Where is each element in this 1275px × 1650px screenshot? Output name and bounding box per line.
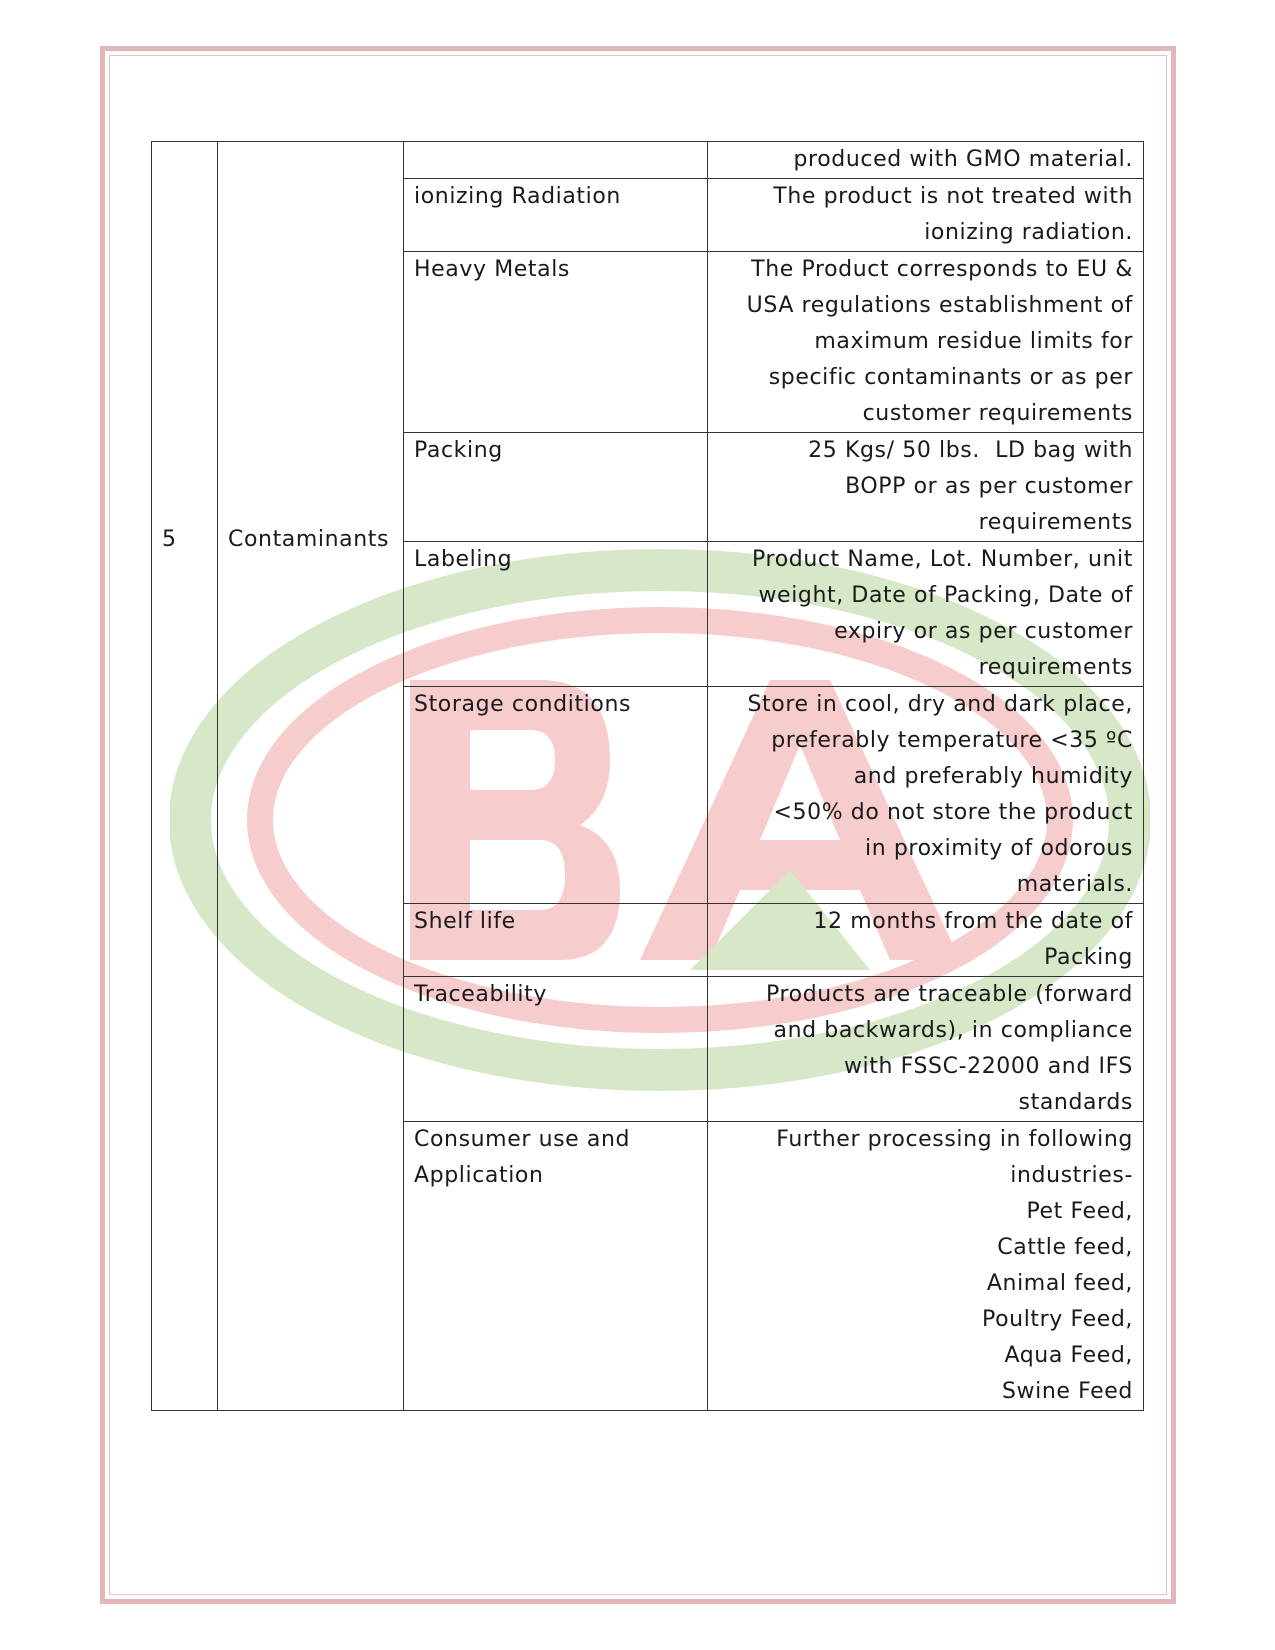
property-cell bbox=[404, 433, 708, 542]
value-line: maximum residue limits for bbox=[814, 329, 1133, 354]
value-line: specific contaminants or as per bbox=[768, 365, 1133, 390]
property-label: ionizing Radiation bbox=[414, 184, 621, 209]
value-line: ionizing radiation. bbox=[924, 220, 1133, 245]
value-line: Cattle feed, bbox=[997, 1235, 1133, 1260]
value-cell bbox=[708, 904, 1144, 977]
value-line: and backwards), in compliance bbox=[773, 1018, 1133, 1043]
value-line: preferably temperature <35 ºC bbox=[771, 728, 1133, 753]
value-line: expiry or as per customer bbox=[834, 619, 1133, 644]
value-line: requirements bbox=[978, 655, 1133, 680]
value-cell bbox=[708, 433, 1144, 542]
property-label: Labeling bbox=[414, 547, 513, 572]
value-line: customer requirements bbox=[862, 401, 1133, 426]
value-line: materials. bbox=[1016, 872, 1133, 897]
value-line: in proximity of odorous bbox=[865, 836, 1133, 861]
value-cell bbox=[708, 542, 1144, 687]
serial-number-cell bbox=[152, 142, 218, 1411]
value-cell bbox=[708, 252, 1144, 433]
value-line: with FSSC-22000 and IFS bbox=[843, 1054, 1133, 1079]
table-row bbox=[152, 142, 1144, 179]
property-label: Packing bbox=[414, 438, 503, 463]
category-cell bbox=[218, 142, 404, 1411]
value-cell bbox=[708, 1122, 1144, 1411]
serial-number: 5 bbox=[162, 527, 177, 552]
value-cell bbox=[708, 142, 1144, 179]
value-line: weight, Date of Packing, Date of bbox=[758, 583, 1133, 608]
property-cell bbox=[404, 542, 708, 687]
value-line: Swine Feed bbox=[1001, 1379, 1133, 1404]
value-line: industries- bbox=[1010, 1163, 1133, 1188]
property-label: Heavy Metals bbox=[414, 257, 570, 282]
value-line: 25 Kgs/ 50 lbs. LD bag with bbox=[808, 438, 1133, 463]
property-cell bbox=[404, 142, 708, 179]
value-line: Animal feed, bbox=[986, 1271, 1133, 1296]
property-label: Storage conditions bbox=[414, 692, 632, 717]
value-cell bbox=[708, 687, 1144, 904]
value-line: requirements bbox=[978, 510, 1133, 535]
specification-table bbox=[151, 141, 1144, 1411]
category-label: Contaminants bbox=[228, 527, 390, 552]
value-line: Poultry Feed, bbox=[982, 1307, 1133, 1332]
property-cell bbox=[404, 687, 708, 904]
value-line: USA regulations establishment of bbox=[746, 293, 1133, 318]
value-line: and preferably humidity bbox=[853, 764, 1133, 789]
property-cell bbox=[404, 252, 708, 433]
property-label: Consumer use and bbox=[414, 1127, 631, 1152]
property-cell bbox=[404, 904, 708, 977]
value-line: Further processing in following bbox=[776, 1127, 1133, 1152]
property-cell bbox=[404, 977, 708, 1122]
value-cell bbox=[708, 977, 1144, 1122]
value-line: Products are traceable (forward bbox=[766, 982, 1133, 1007]
value-line: Packing bbox=[1044, 945, 1133, 970]
property-label: Traceability bbox=[414, 982, 547, 1007]
property-label: Shelf life bbox=[414, 909, 516, 934]
property-cell bbox=[404, 179, 708, 252]
value-line: Store in cool, dry and dark place, bbox=[747, 692, 1133, 717]
value-line: Product Name, Lot. Number, unit bbox=[752, 547, 1133, 572]
property-label: Application bbox=[414, 1163, 544, 1188]
value-line: BOPP or as per customer bbox=[845, 474, 1133, 499]
value-line: standards bbox=[1018, 1090, 1133, 1115]
value-line: The Product corresponds to EU & bbox=[751, 257, 1133, 282]
value-line: <50% do not store the product bbox=[773, 800, 1133, 825]
value-line: produced with GMO material. bbox=[793, 147, 1133, 172]
property-cell bbox=[404, 1122, 708, 1411]
value-line: Pet Feed, bbox=[1026, 1199, 1133, 1224]
value-line: Aqua Feed, bbox=[1004, 1343, 1133, 1368]
value-line: 12 months from the date of bbox=[813, 909, 1133, 934]
value-line: The product is not treated with bbox=[773, 184, 1133, 209]
value-cell bbox=[708, 179, 1144, 252]
